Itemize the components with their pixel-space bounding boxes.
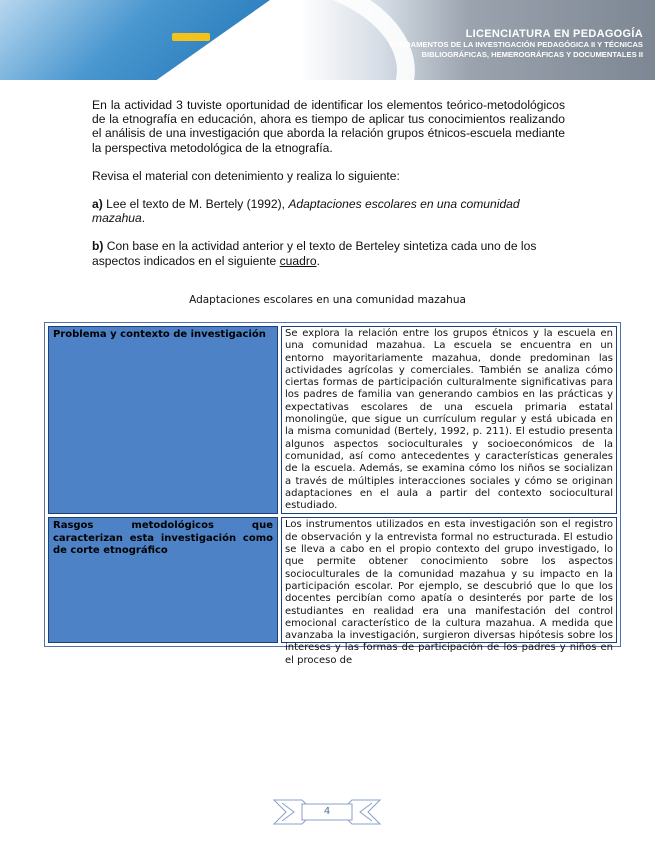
body-content xyxy=(92,98,565,282)
cuadro-link[interactable]: cuadro xyxy=(279,253,317,268)
header-text xyxy=(390,28,643,60)
row-label-methodology: Rasgos metodológicos que caracterizan esta investigación como de corte etnográfico xyxy=(48,517,278,643)
analysis-table xyxy=(44,322,621,666)
row-label-problem: Problema y contexto de investigación xyxy=(48,326,278,514)
item-a-marker: a) xyxy=(92,197,103,212)
row-text-methodology: Los instrumentos utilizados en esta investigación son el registro de observación y la entrevista formal no estructurada. El estudio se lleva a cabo en el propio contexto del grupo investigado, lo que permite obtener conocimiento sobre los aspectos socioculturales de la comunidad mazahua y su impacto en la participación escolar. Por ejemplo, se descubrió que lo que los docentes percibían como apatía o desinterés por parte de los estudiantes en realidad era una manifestación del control emocional característico de la cultura mazahua. A medida que avanzaba la investigación, surgieron diversas hipótesis sobre los intereses y las formas de participación de los padres y niños en el proceso de xyxy=(285,519,613,666)
item-b-marker: b) xyxy=(92,239,104,254)
header-subtitle-line1: FUNDAMENTOS DE LA INVESTIGACIÓN PEDAGÓGICA II Y TÉCNICAS xyxy=(389,40,643,49)
table-row xyxy=(48,517,617,643)
item-b xyxy=(92,239,565,267)
item-a xyxy=(92,197,565,225)
instruction-paragraph: Revisa el material con detenimiento y realiza lo siguiente: xyxy=(92,168,400,183)
item-a-title: Adaptaciones escolares en una comunidad mazahua xyxy=(92,197,520,226)
header-banner xyxy=(0,0,655,80)
item-a-text: Lee el texto de M. Bertely (1992), xyxy=(106,197,285,212)
page-footer xyxy=(272,796,382,828)
table-row xyxy=(48,326,617,514)
banner-accent-bar xyxy=(172,33,210,41)
item-a-end: . xyxy=(141,211,146,226)
item-b-text: Con base en la actividad anterior y el texto de Berteley sintetiza cada uno de los aspectos indicados en el siguiente xyxy=(92,239,537,268)
item-b-end: . xyxy=(316,253,320,268)
row-text-problem: Se explora la relación entre los grupos étnicos y la escuela en una comunidad mazahua. La escuela se encuentra en un entorno mayoritariamente mazahua, donde predominan las actividades agrícolas y comerciales. También se analiza cómo ciertas formas de participación culturalmente significativas para los padres de familia van generando cambios en las prácticas y expectativas escolares de una escuela primaria estatal monolingüe, que sigue un currículum regular y está ubicada en la misma comunidad (Bertely, 1992, p. 211). El estudio presenta algunos aspectos socioculturales y socioeconómicos de la comunidad, así como antecedentes y características generales de la escuela. Además, se examina cómo los niños se socializan a través de múltiples interacciones sociales y cómo se originan adaptaciones en el aula a partir del contexto sociocultural estudiado. xyxy=(281,326,617,514)
header-title: LICENCIATURA EN PEDAGOGÍA xyxy=(465,28,643,40)
row-cell-methodology xyxy=(281,517,617,666)
intro-paragraph: En la actividad 3 tuviste oportunidad de identificar los elementos teórico-metodológicos de la etnografía en educación, ahora es tiempo de aplicar tus conocimientos realizando el análisis de una investigación que aborda la relación grupos étnicos-escuela mediante la perspectiva metodológica de la etnografía. xyxy=(92,98,565,155)
table-title: Adaptaciones escolares en una comunidad mazahua xyxy=(189,294,466,306)
header-subtitle-line2: BIBLIOGRÁFICAS, HEMEROGRÁFICAS Y DOCUMENTALES II xyxy=(421,50,643,59)
page-number: 4 xyxy=(323,806,331,817)
